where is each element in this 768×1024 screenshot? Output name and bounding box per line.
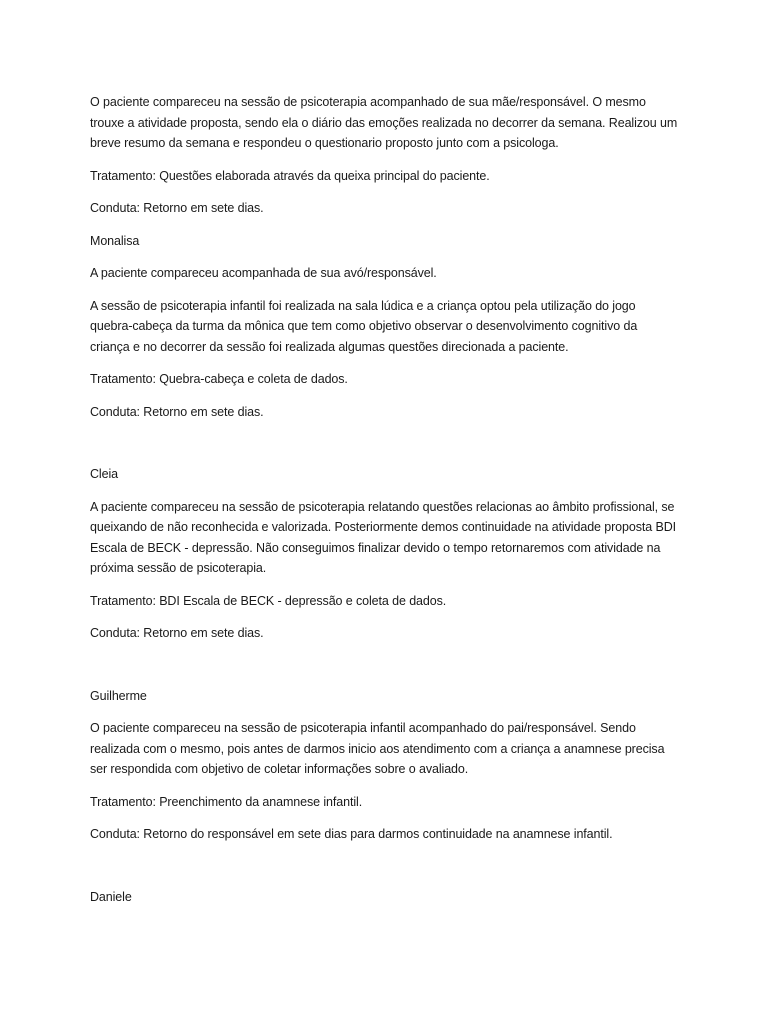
session-note-paragraph: A paciente compareceu acompanhada de sua avó/responsável. — [90, 266, 437, 280]
treatment-line: Tratamento: BDI Escala de BECK - depressão e coleta de dados. — [90, 593, 447, 608]
treatment-line: Tratamento: Quebra-cabeça e coleta de dados. — [90, 372, 348, 386]
patient-name-monalisa: Monalisa — [90, 233, 140, 248]
conduct-line: Conduta: Retorno em sete dias. — [90, 626, 264, 640]
conduct-line: Conduta: Retorno do responsável em sete dias para darmos continuidade na anamnese infantil. — [90, 827, 613, 841]
conduct-line: Conduta: Retorno em sete dias. — [90, 201, 264, 215]
conduct-line: Conduta: Retorno em sete dias. — [90, 404, 264, 419]
session-note-paragraph: O paciente compareceu na sessão de psicoterapia acompanhado de sua mãe/responsável. O mesmo trouxe a atividade proposta, sendo ela o diário das emoções realizada no decorrer da semana. Realizou um breve resumo da semana e respondeu o questionario proposto junto com a psicologa. — [90, 95, 678, 150]
document-body — [90, 92, 680, 919]
section-spacer — [90, 434, 680, 464]
treatment-line: Tratamento: Preenchimento da anamnese infantil. — [90, 794, 363, 809]
patient-name-guilherme: Guilherme — [90, 688, 147, 703]
patient-name-cleia: Cleia — [90, 467, 118, 481]
section-spacer — [90, 857, 680, 887]
treatment-line: Tratamento: Questões elaborada através da queixa principal do paciente. — [90, 168, 490, 183]
patient-name-daniele: Daniele — [90, 889, 132, 904]
session-note-paragraph: O paciente compareceu na sessão de psicoterapia infantil acompanhado do pai/responsável. Sendo realizada com o mesmo, pois antes de darmos inicio aos atendimento com a criança a anamnese precisa ser respondida com objetivo de coletar informações sobre o avaliado. — [90, 721, 665, 776]
session-note-paragraph: A sessão de psicoterapia infantil foi realizada na sala lúdica e a criança optou pela utilização do jogo quebra-cabeça da turma da mônica que tem como objetivo observar o desenvolvimento cognitivo da criança e no decorrer da sessão foi realizada algumas questões direcionada a paciente. — [90, 298, 638, 354]
session-note-paragraph: A paciente compareceu na sessão de psicoterapia relatando questões relacionas ao âmbito profissional, se queixando de não reconhecida e valorizada. Posteriormente demos continuidade na atividade proposta BDI Escala de BECK - depressão. Não conseguimos finalizar devido o tempo retornaremos com atividade na próxima sessão de psicoterapia. — [90, 499, 677, 575]
section-spacer — [90, 656, 680, 686]
